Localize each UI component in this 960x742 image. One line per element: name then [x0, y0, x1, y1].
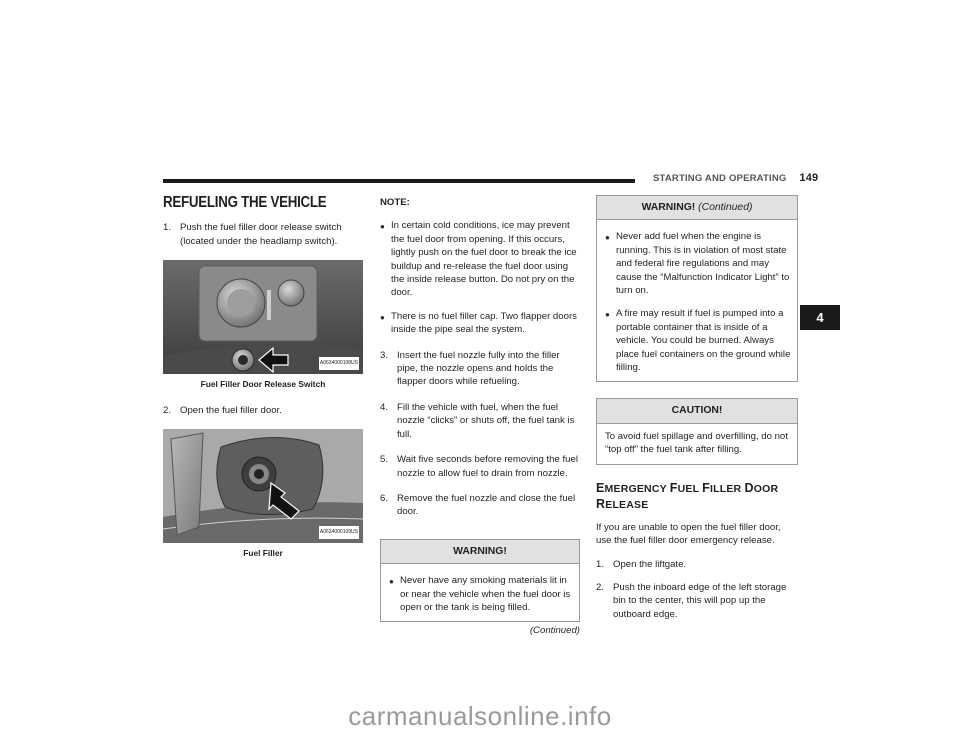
step-number: 1.	[163, 222, 172, 234]
step-number: 1.	[596, 558, 605, 570]
note-bullet	[380, 219, 580, 299]
bullet-icon: ●	[389, 577, 394, 587]
figure-caption: Fuel Filler Door Release Switch	[200, 379, 326, 390]
bullet-icon: ●	[605, 310, 610, 320]
step-number: 3.	[380, 349, 389, 361]
step-text: Wait five seconds before removing the fuel nozzle to allow fuel to drain from nozzle.	[397, 454, 578, 479]
bullet-icon: ●	[380, 312, 385, 322]
step-item	[380, 453, 580, 480]
warning-box	[380, 539, 580, 623]
caution-text: To avoid fuel spillage and overfilling, do not “top off” the fuel tank after filling.	[605, 430, 788, 456]
step-number: 5.	[380, 454, 389, 466]
subheading-line-1: EMERGENCY FUEL FILLER DOOR	[596, 480, 779, 495]
column-right	[596, 195, 798, 621]
step-item	[380, 492, 580, 519]
intro-paragraph: If you are unable to open the fuel filler door, use the fuel filler door emergency release.	[596, 521, 781, 547]
step-number: 2.	[163, 404, 172, 416]
note-text: There is no fuel filler cap. Two flapper doors inside the pipe seal the system.	[391, 310, 577, 336]
note-bullet	[380, 310, 580, 337]
watermark: carmanualsonline.info	[348, 701, 612, 731]
step-text: Open the liftgate.	[613, 558, 687, 570]
note-text: In certain cold conditions, ice may prevent the fuel door from opening. If this occurs, lightly push on the fuel door to break the ice buildup and re-release the fuel door using the inside release button. Do not pry on the door.	[391, 220, 577, 299]
warning-continued-body	[597, 230, 797, 381]
step-text: Push the inboard edge of the left storage bin to the center, this will pop up the outboard edge.	[613, 581, 787, 620]
bullet-icon: ●	[605, 233, 610, 243]
step-item	[163, 404, 363, 417]
chapter-tab: 4	[800, 305, 840, 330]
step-text: Open the fuel filler door.	[180, 404, 282, 416]
warning-text: Never have any smoking materials lit in or near the vehicle when the fuel door is open or the tank is being filled.	[400, 575, 571, 613]
bullet-icon: ●	[380, 222, 385, 232]
figure-id: A0634000109US	[319, 526, 359, 539]
step-number: 2.	[596, 581, 605, 593]
warning-bullet	[389, 574, 573, 614]
section-subheading	[596, 481, 798, 513]
header-rule	[163, 179, 635, 183]
warning-text: A fire may result if fuel is pumped into a portable container that is inside of a vehicle. You could be burned. Always place fuel containers on the ground while filling.	[616, 308, 791, 374]
step-text: Insert the fuel nozzle fully into the filler pipe, the nozzle opens and holds the flapper doors while refueling.	[397, 349, 560, 388]
continued-label: (Continued)	[529, 625, 580, 637]
warning-title: WARNING!	[381, 540, 579, 564]
subheading-line-2: RELEASE	[596, 496, 649, 511]
step-text: Push the fuel filler door release switch (located under the headlamp switch).	[180, 222, 342, 247]
step-number: 4.	[380, 401, 389, 413]
warning-bullet	[605, 230, 791, 297]
figure-caption: Fuel Filler	[243, 548, 283, 559]
caution-title: CAUTION!	[597, 399, 797, 423]
column-left	[163, 190, 363, 560]
release-switch-figure	[163, 260, 363, 374]
warning-continued-title	[597, 196, 797, 220]
warning-title: WARNING!	[641, 202, 696, 213]
step-item	[596, 581, 798, 621]
step-text: Fill the vehicle with fuel, when the fuel nozzle “clicks” or shuts off, the fuel tank is full.	[397, 401, 575, 440]
step-text: Remove the fuel nozzle and close the fuel door.	[397, 492, 576, 518]
caution-box	[596, 398, 798, 464]
step-item	[163, 221, 363, 248]
running-header	[653, 172, 818, 184]
continued-suffix: (Continued)	[698, 202, 753, 213]
warning-body	[381, 574, 579, 621]
section-title: STARTING AND OPERATING	[653, 173, 787, 184]
step-item	[380, 349, 580, 389]
warning-continued-box	[596, 195, 798, 382]
step-item	[596, 558, 798, 571]
note-label: NOTE:	[380, 197, 410, 208]
page-number: 149	[799, 172, 819, 184]
warning-text: Never add fuel when the engine is running. This is in violation of most state and federal fire regulations and may cause the “Malfunction Indicator Light” to turn on.	[616, 231, 790, 297]
warning-bullet	[605, 307, 791, 374]
fuel-filler-figure	[163, 429, 363, 543]
step-item	[380, 401, 580, 441]
figure-id: A0634000108US	[319, 357, 359, 370]
page-title: REFUELING THE VEHICLE	[163, 194, 327, 211]
step-number: 6.	[380, 492, 389, 504]
column-middle	[380, 196, 580, 638]
